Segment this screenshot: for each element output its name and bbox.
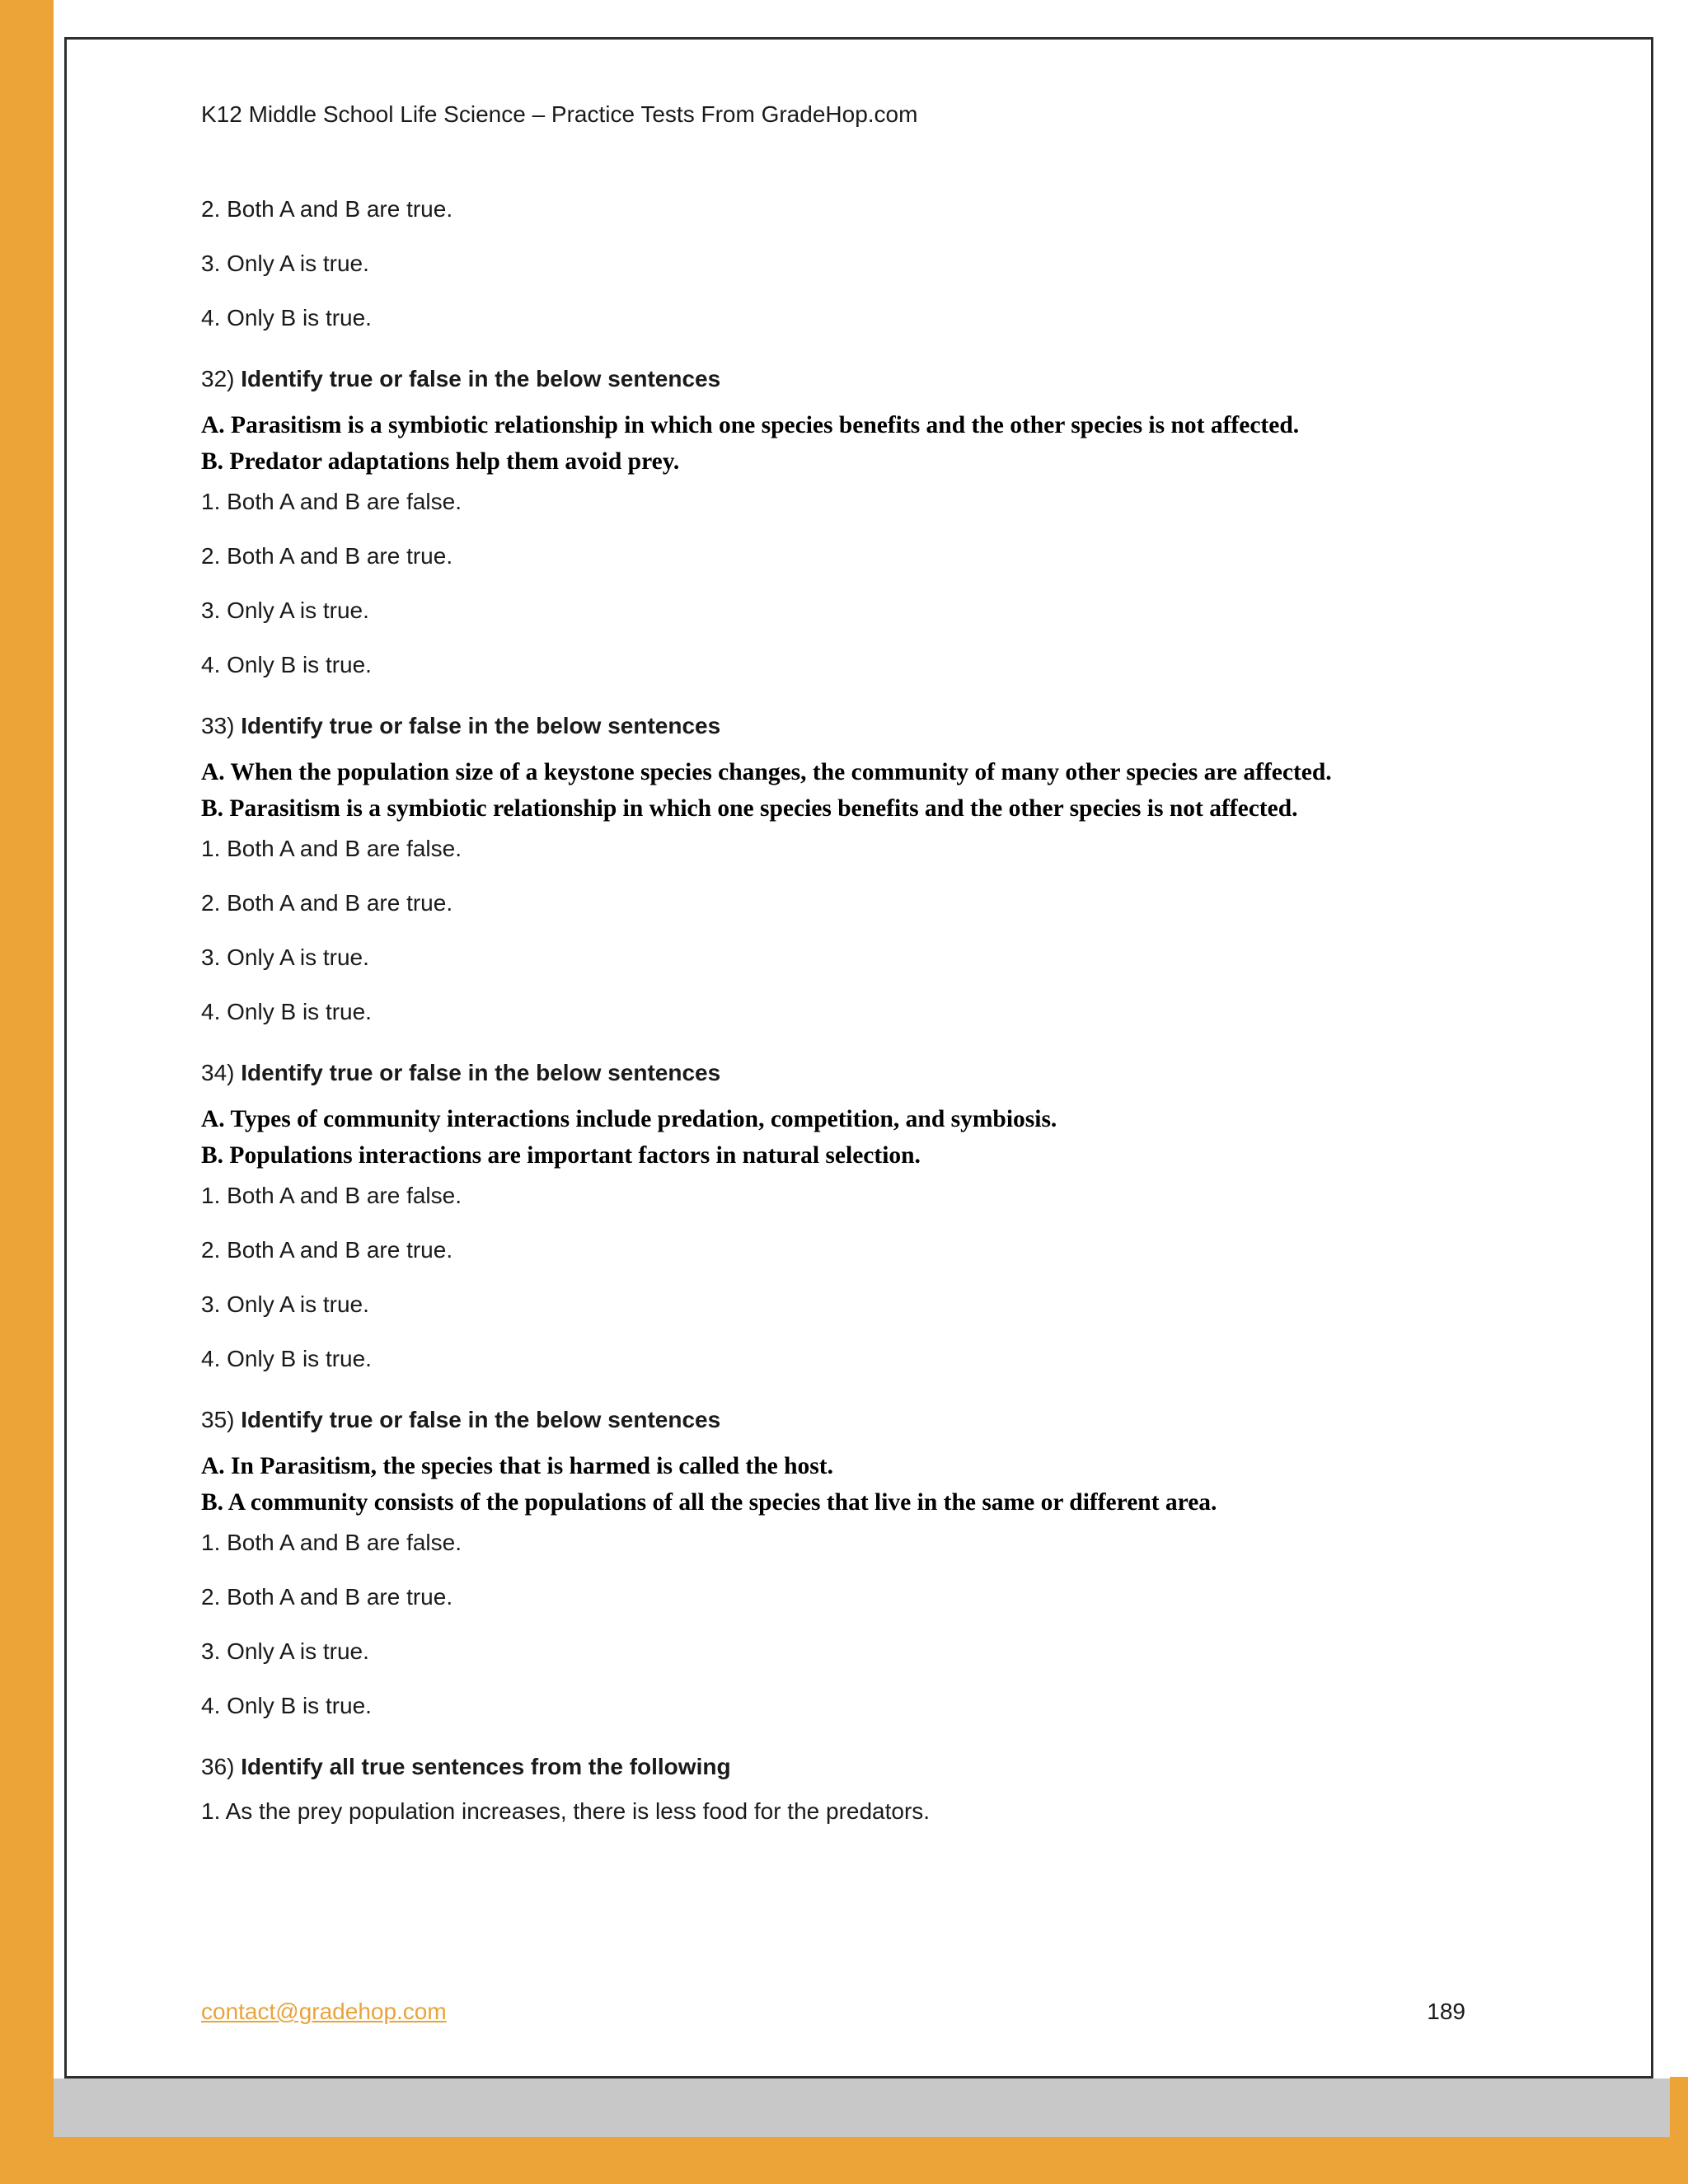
answer-option: 3. Only A is true. [201,251,369,276]
answer-option: 4. Only B is true. [201,1693,372,1718]
question-34 [201,1050,1474,1397]
statement-group [201,407,1474,480]
statement-b: B. Parasitism is a symbiotic relationship in which one species benefits and the other species is not affected. [201,795,1298,822]
answer-option: 2. Both A and B are true. [201,1584,453,1610]
statement-group [201,1101,1474,1174]
answer-option: 2. Both A and B are true. [201,1237,453,1263]
answer-option: 1. Both A and B are false. [201,489,462,514]
question-title [201,1404,1474,1436]
statement-a: A. Types of community interactions include predation, competition, and symbiosis. [201,1106,1057,1132]
bottom-accent-bar [0,2137,1688,2184]
left-accent-bar [0,0,54,2184]
answer-option: 1. As the prey population increases, there is less food for the predators. [201,1798,931,1824]
statement-b: B. A community consists of the populations of all the species that live in the same or different area. [201,1489,1217,1516]
answer-option: 3. Only A is true. [201,1291,369,1317]
question-36 [201,1744,1474,1849]
answer-option: 1. Both A and B are false. [201,836,462,861]
question-number: 34) [201,1060,235,1085]
question-number: 36) [201,1754,235,1779]
answer-option: 3. Only A is true. [201,1638,369,1664]
page-header: K12 Middle School Life Science – Practice Tests From GradeHop.com [201,101,918,127]
page-number: 189 [1427,1999,1465,2024]
statement-group [201,1448,1474,1521]
question-number: 32) [201,366,235,391]
question-33 [201,703,1474,1050]
question-35 [201,1397,1474,1744]
answer-option: 4. Only B is true. [201,305,372,330]
statement-b: B. Predator adaptations help them avoid prey. [201,448,680,475]
question-32 [201,356,1474,703]
question-prompt: Identify true or false in the below sentences [241,1060,721,1085]
statement-group [201,754,1474,827]
bottom-gray-strip [54,2079,1670,2138]
statement-a: A. Parasitism is a symbiotic relationship in which one species benefits and the other species is not affected. [201,412,1300,438]
answer-option: 1. Both A and B are false. [201,1183,462,1208]
page-border [64,37,1653,2079]
answer-option: 3. Only A is true. [201,944,369,970]
question-title [201,363,1474,396]
answer-option: 2. Both A and B are true. [201,890,453,916]
statement-a: A. In Parasitism, the species that is harmed is called the host. [201,1453,833,1479]
question-number: 35) [201,1407,235,1432]
answer-option: 1. Both A and B are false. [201,1530,462,1555]
statement-a: A. When the population size of a keystone species changes, the community of many other species are affected. [201,759,1332,785]
answer-option: 2. Both A and B are true. [201,543,453,569]
answer-option: 4. Only B is true. [201,1346,372,1371]
contact-email-link[interactable]: contact@gradehop.com [201,1999,447,2024]
answer-option: 2. Both A and B are true. [201,196,453,222]
answer-option: 4. Only B is true. [201,999,372,1024]
question-prompt: Identify true or false in the below sentences [241,1407,721,1432]
question-prompt: Identify all true sentences from the following [241,1754,731,1779]
question-prompt: Identify true or false in the below sentences [241,713,721,738]
question-title [201,710,1474,743]
question-number: 33) [201,713,235,738]
statement-b: B. Populations interactions are important factors in natural selection. [201,1142,921,1169]
question-title [201,1057,1474,1090]
question-title [201,1750,1474,1783]
answer-option: 4. Only B is true. [201,652,372,677]
page-content [67,40,1651,1849]
answer-option: 3. Only A is true. [201,598,369,623]
question-prompt: Identify true or false in the below sentences [241,366,721,391]
